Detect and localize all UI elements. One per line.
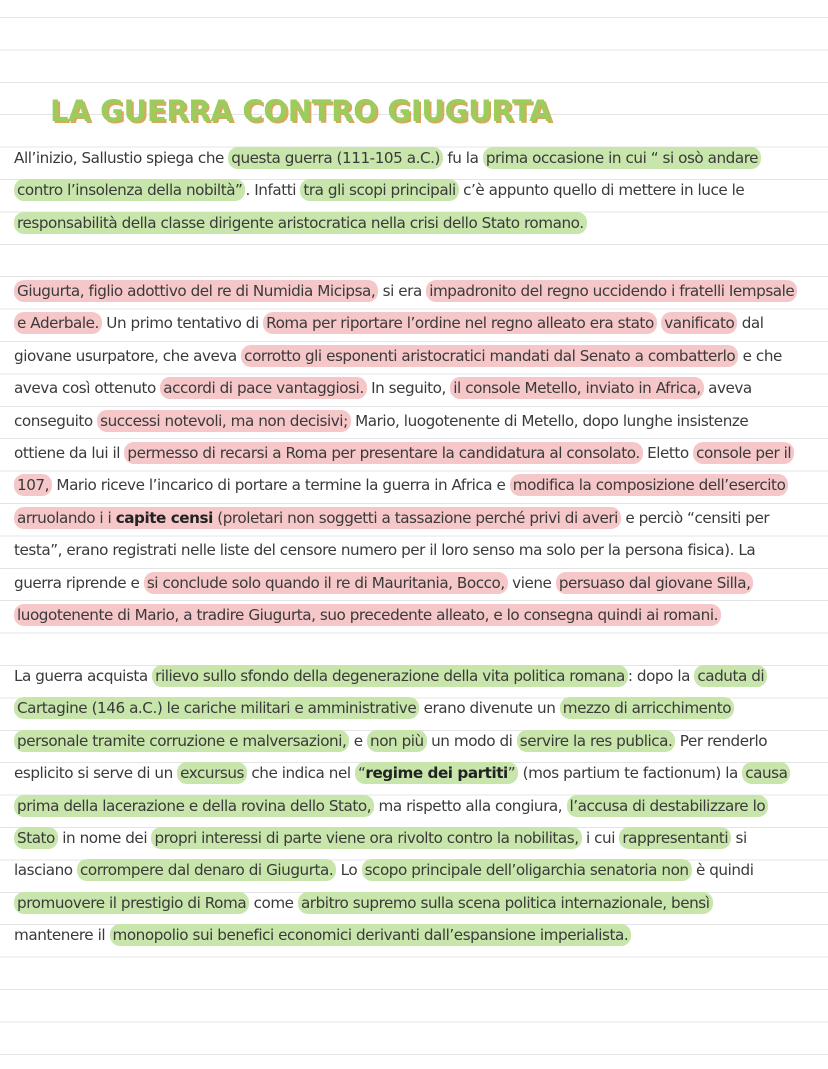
text-span: (mos partium te factionum) la [518,764,743,783]
paragraph-history [14,275,814,631]
text-span: Per renderlo [675,731,768,750]
highlight-red: vanificato [661,312,737,334]
text-span: in nome dei [57,828,152,847]
highlight-green: rilievo sullo sfondo della degenerazione della vita politica romana [152,665,628,687]
highlight-green: excursus [177,762,247,784]
text-line [14,725,814,757]
highlight-red: 107, [14,474,52,496]
bold-term: capite censi [115,508,213,527]
text-line [14,437,814,469]
text-span: e perciò “censiti per [620,508,770,527]
text-line [14,275,814,307]
text-line [14,207,814,239]
highlight-green: servire la res publica. [517,730,676,752]
text-span: Un primo tentativo di [101,314,264,333]
highlight-green: responsabilità della classe dirigente aristocratica nella crisi dello Stato romano. [14,212,587,234]
text-span: fu la [442,149,483,167]
highlight-red: luogotenente di Mario, a tradire Giugurta, suo precedente alleato, e lo consegna quindi ai romani. [14,604,721,626]
text-span: aveva [703,379,752,398]
highlight-green: promuovere il prestigio di Roma [14,892,249,914]
highlight-red: permesso di recarsi a Roma per presentare la candidatura al consolato. [124,442,642,464]
text-span: guerra riprende e [14,573,144,592]
text-span: (proletari non soggetti a tassazione perché privi di averi [212,508,618,527]
text-span: ” [507,764,516,783]
text-span: è quindi [691,861,754,880]
text-line [14,919,814,951]
highlight-green: scopo principale dell’oligarchia senatoria non [362,859,692,881]
text-span: testa”, erano registrati nelle liste del censore numero per il loro senso ma solo per la persona fisica). La [14,541,756,560]
text-line [14,405,814,437]
highlight-red: successi notevoli, ma non decisivi; [97,410,351,432]
text-line [14,822,814,854]
text-line [14,692,814,724]
text-span: Mario riceve l’incarico di portare a termine la guerra in Africa e [52,476,510,495]
highlight-green: prima della lacerazione e della rovina dello Stato, [14,795,374,817]
text-line [14,502,814,534]
text-span: ma rispetto alla congiura, [374,796,567,815]
text-span: conseguito [14,411,98,430]
text-span: : dopo la [627,667,695,685]
highlight-green: tra gli scopi principali [300,179,458,201]
highlight-green: rappresentanti [619,827,731,849]
highlight-green: l’accusa di destabilizzare lo [567,795,769,817]
highlight-green: caduta di [694,665,767,687]
text-line [14,174,814,206]
highlight-green: causa [742,762,790,784]
highlight-red: accordi di pace vantaggiosi. [160,377,366,399]
highlight-red: Roma per riportare l’ordine nel regno alleato era stato [263,312,657,334]
text-line [14,340,814,372]
text-line [14,142,814,174]
text-line [14,567,814,599]
text-line [14,887,814,919]
text-line [14,534,814,566]
text-span: si era [378,282,427,300]
highlight-green: arbitro supremo sulla scena politica internazionale, bensì [298,892,713,914]
text-span: “ [357,764,366,783]
highlight-green [355,762,518,784]
text-span: arruolando i i [17,508,116,527]
highlight-green: monopolio sui benefici economici derivanti dall’espansione imperialista. [110,924,632,946]
text-span: Lo [336,861,362,880]
highlight-red [14,507,621,529]
highlight-green: personale tramite corruzione e malversazioni, [14,730,349,752]
text-span: . Infatti [245,181,301,200]
highlight-red: modifica la composizione dell’esercito [510,474,789,496]
text-line [14,854,814,886]
text-span: La guerra acquista [14,667,153,685]
text-span: giovane usurpatore, che aveva [14,346,242,365]
paragraph-analysis [14,660,814,952]
text-line [14,599,814,631]
text-line [14,790,814,822]
page-title: LA GUERRA CONTRO GIUGURTA [50,94,552,128]
highlight-green: corrompere dal denaro di Giugurta. [77,859,336,881]
highlight-red: si conclude solo quando il re di Mauritania, Bocco, [144,572,508,594]
highlight-red: e Aderbale. [14,312,102,334]
text-span: viene [507,573,556,592]
text-span: esplicito si serve di un [14,764,178,783]
highlight-red: persuaso dal giovane Silla, [556,572,754,594]
text-span: aveva così ottenuto [14,379,161,398]
highlight-green: mezzo di arricchimento [560,697,734,719]
highlight-green: Stato [14,827,58,849]
text-span: All’inizio, Sallustio spiega che [14,149,229,167]
text-line [14,469,814,501]
highlight-red: Giugurta, figlio adottivo del re di Numidia Micipsa, [14,280,378,302]
text-span: Mario, luogotenente di Metello, dopo lunghe insistenze [350,411,749,430]
text-span: si [731,828,747,847]
text-span: lasciano [14,861,78,880]
text-span: dal [737,314,764,333]
text-span: come [249,893,298,912]
highlight-green: prima occasione in cui “ si osò andare [483,147,761,169]
highlight-red: console per il [693,442,794,464]
text-span: e [349,731,368,750]
text-line [14,757,814,789]
text-span: un modo di [426,731,517,750]
text-span: che indica nel [247,764,355,783]
text-span: ottiene da lui il [14,443,125,462]
highlight-red: impadronito del regno uccidendo i fratelli Iempsale [426,280,797,302]
highlight-red: corrotto gli esponenti aristocratici mandati dal Senato a combatterlo [241,345,738,367]
text-span: Eletto [642,443,694,462]
text-span: i cui [581,828,620,847]
text-line [14,660,814,692]
paragraph-intro [14,142,814,239]
text-span: In seguito, [366,379,451,398]
highlight-red: il console Metello, inviato in Africa, [450,377,703,399]
text-line [14,307,814,339]
text-span: c’è appunto quello di mettere in luce le [458,181,745,200]
bold-term: regime dei partiti [365,764,508,783]
text-span: erano divenute un [419,699,560,718]
text-line [14,372,814,404]
highlight-green: questa guerra (111-105 a.C.) [228,147,443,169]
text-span: e che [738,346,782,365]
highlight-green: Cartagine (146 a.C.) le cariche militari e amministrative [14,697,419,719]
highlight-green: contro l’insolenza della nobiltà” [14,179,245,201]
text-span: mantenere il [14,926,110,945]
highlight-green: propri interessi di parte viene ora rivolto contro la nobilitas, [151,827,581,849]
highlight-green: non più [367,730,427,752]
